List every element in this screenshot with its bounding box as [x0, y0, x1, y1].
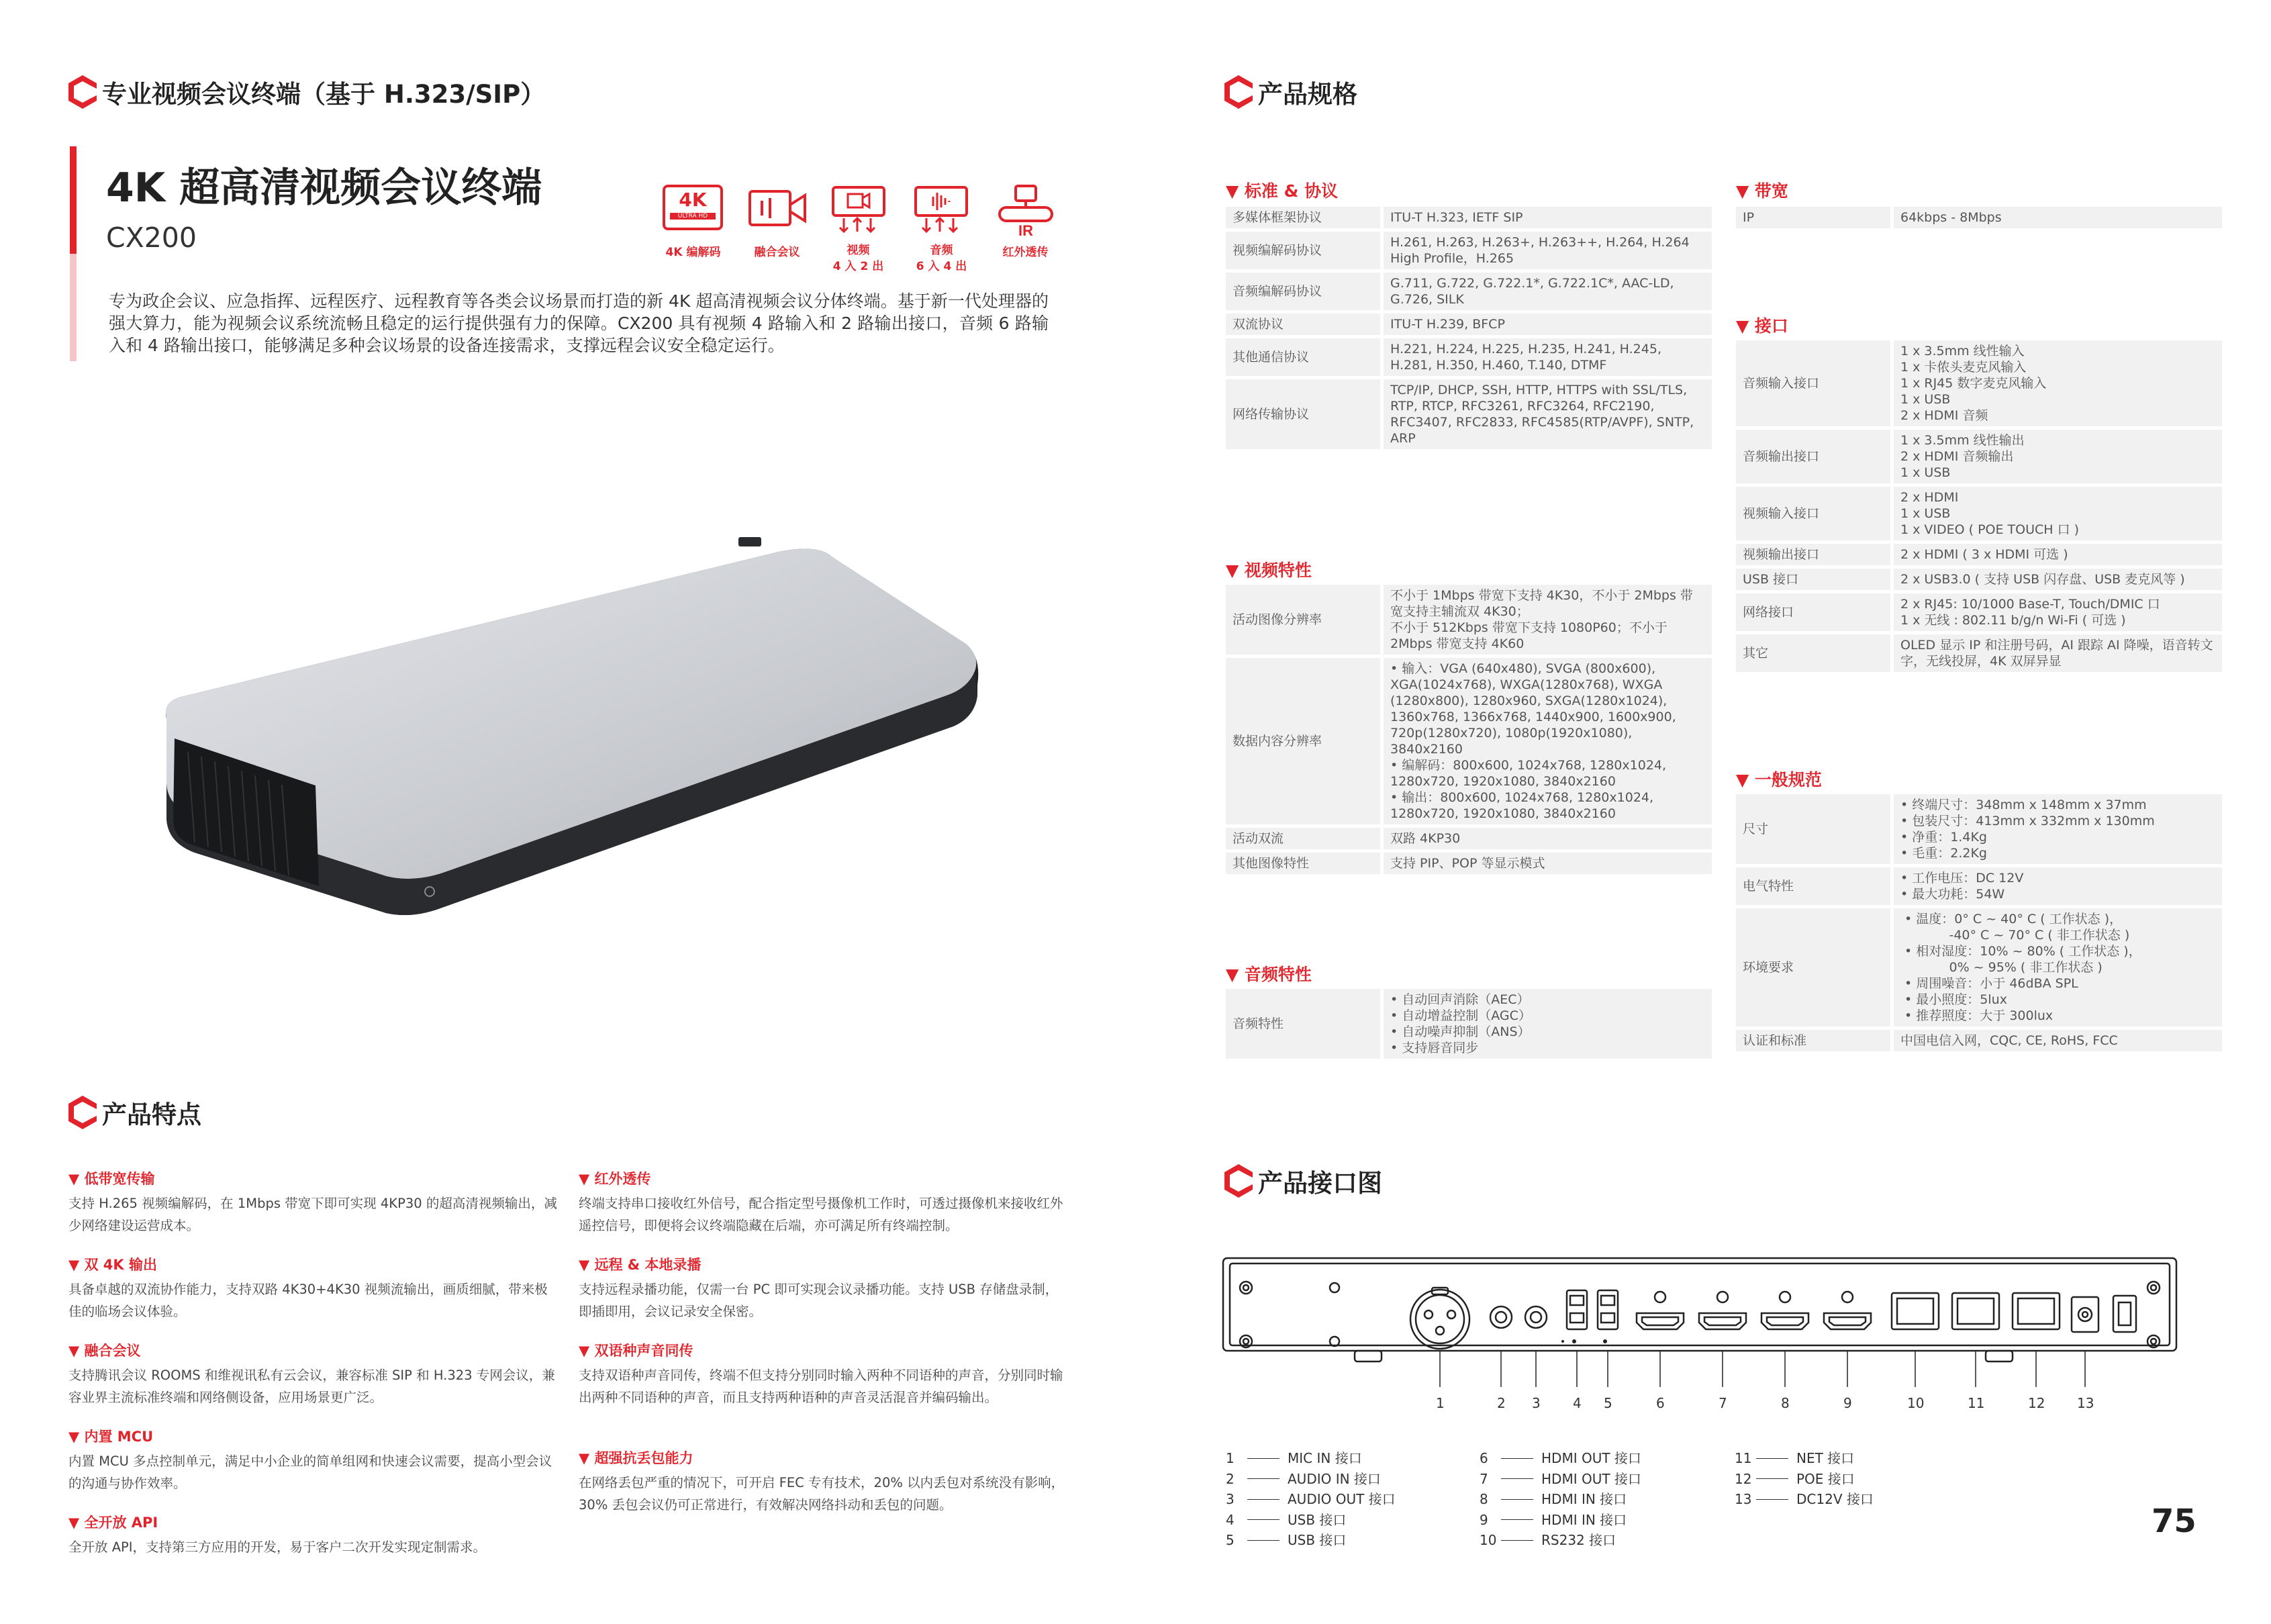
- left-header: [67, 74, 545, 110]
- feature-title: ▼ 远程 & 本地录播: [579, 1257, 702, 1273]
- features-col-left: [68, 1168, 559, 1579]
- icon-label-4: 音频 6 入 4 出: [916, 244, 967, 273]
- feature-item: [579, 1254, 1069, 1340]
- protocols-heading: ▼ 标准 & 协议: [1226, 181, 1339, 201]
- spec-value: • 输入：VGA (640x480), SVGA (800x600), XGA(1024x768), WXGA(1280x768), WXGA (1280x800), 1280x960, SXGA(1280x1024), 1360x768, 1366x768, 1440x900, 1600x900, 720p(1280x720), 1080p(1920x1080), 3840x2160 • 编解码：800x600, 1024x768, 1280x1024, 1280x720, 1920x1080, 3840x2160 • 输出：800x600, 1024x768, 1280x1024, 1280x720, 1920x1080, 3840x2160: [1380, 658, 1712, 824]
- feature-item: [68, 1512, 559, 1579]
- table-row: [1226, 989, 1712, 1059]
- ir-badge-text: IR: [1018, 222, 1033, 238]
- fusion-meeting-icon: [747, 185, 808, 233]
- legend-item: [1480, 1469, 1641, 1490]
- port-number: 4: [1573, 1395, 1582, 1411]
- legend-label: POE 接口: [1796, 1470, 1855, 1487]
- spec-value: • 自动回声消除（AEC） • 自动增益控制（AGC） • 自动噪声抑制（ANS） • 支持唇音同步: [1380, 989, 1712, 1059]
- legend-label: HDMI IN 接口: [1541, 1511, 1627, 1528]
- spec-key: 音频输入接口: [1736, 340, 1890, 426]
- spec-value: OLED 显示 IP 和注册号码，AI 跟踪 AI 降噪，语音转文字，无线投屏，4K 双屏异显: [1890, 634, 2222, 672]
- features-header: [67, 1094, 201, 1131]
- legend-label: RS232 接口: [1541, 1532, 1616, 1548]
- feature-item: [579, 1447, 1069, 1533]
- table-row: [1226, 853, 1712, 874]
- spec-key: 其他通信协议: [1226, 338, 1380, 376]
- features-title: 产品特点: [102, 1100, 201, 1129]
- feature-title: ▼ 双语种声音同传: [579, 1343, 693, 1359]
- spec-value: 中国电信入网，CQC, CE, RoHS, FCC: [1890, 1030, 2222, 1051]
- legend-label: USB 接口: [1288, 1511, 1347, 1528]
- table-row: [1736, 340, 2222, 426]
- legend-number: 7: [1480, 1470, 1488, 1487]
- port-number: 13: [2077, 1395, 2094, 1411]
- spec-value: 1 x 3.5mm 线性输入 1 x 卡侬头麦克风输入 1 x RJ45 数字麦克风输入 1 x USB 2 x HDMI 音频: [1890, 340, 2222, 426]
- spec-value: 1 x 3.5mm 线性输出 2 x HDMI 音频输出 1 x USB: [1890, 430, 2222, 483]
- icon-label-1: 4K 编解码: [665, 246, 721, 259]
- spec-key: 认证和标准: [1736, 1030, 1890, 1051]
- table-row: [1736, 487, 2222, 540]
- legend-col-3: [1735, 1448, 1874, 1510]
- legend-number: 4: [1226, 1511, 1235, 1528]
- interface-title: 产品接口图: [1258, 1169, 1382, 1198]
- feature-desc: 在网络丢包严重的情况下，可开启 FEC 专有技术，20% 以内丢包对系统没有影响，30% 丢包会议仍可正常进行，有效解决网络抖动和丢包的问题。: [579, 1475, 1065, 1513]
- interface-header: [1223, 1163, 1382, 1199]
- spec-value: 支持 PIP、POP 等显示模式: [1380, 853, 1712, 874]
- legend-item: [1226, 1448, 1396, 1469]
- legend-label: USB 接口: [1288, 1532, 1347, 1548]
- rear-panel-diagram: [1220, 1255, 2180, 1390]
- table-row: [1736, 908, 2222, 1026]
- table-row: [1226, 273, 1712, 310]
- legend-number: 3: [1226, 1491, 1235, 1507]
- legend-label: DC12V 接口: [1796, 1491, 1874, 1507]
- spec-key: 活动图像分辨率: [1226, 585, 1380, 655]
- table-row: [1226, 314, 1712, 335]
- feature-title: ▼ 红外透传: [579, 1171, 651, 1187]
- table-row: [1226, 207, 1712, 228]
- spec-key: 音频编解码协议: [1226, 273, 1380, 310]
- feature-desc: 支持腾讯会议 ROOMS 和维视讯私有云会议，兼容标准 SIP 和 H.323 专网会议，兼容业界主流标准终端和网络侧设备，应用场景更广泛。: [68, 1368, 555, 1405]
- port-number: 3: [1532, 1395, 1541, 1411]
- spec-key: 音频输出接口: [1736, 430, 1890, 483]
- bandwidth-heading: ▼ 带宽: [1736, 181, 1788, 201]
- spec-value: 2 x RJ45: 10/1000 Base-T, Touch/DMIC 口 1 x 无线 : 802.11 b/g/n Wi-Fi ( 可选 ): [1890, 593, 2222, 631]
- port-number: 1: [1436, 1395, 1445, 1411]
- brand-mark-icon: [67, 74, 98, 110]
- brand-mark-icon: [67, 1094, 98, 1131]
- feature-title: ▼ 低带宽传输: [68, 1171, 155, 1187]
- legend-label: HDMI IN 接口: [1541, 1491, 1627, 1507]
- legend-number: 12: [1735, 1470, 1752, 1487]
- features-col-right: [579, 1168, 1069, 1533]
- brand-mark-icon: [1223, 74, 1254, 110]
- feature-item: [68, 1340, 559, 1426]
- legend-col-1: [1226, 1448, 1396, 1551]
- table-row: [1226, 658, 1712, 824]
- table-row: [1736, 544, 2222, 565]
- spec-key: 尺寸: [1736, 794, 1890, 864]
- general-heading: ▼ 一般规范: [1736, 770, 1822, 790]
- table-row: [1226, 232, 1712, 269]
- audio-heading: ▼ 音频特性: [1226, 965, 1312, 984]
- port-number: 10: [1907, 1395, 1925, 1411]
- video-heading: ▼ 视频特性: [1226, 561, 1312, 580]
- legend-number: 9: [1480, 1511, 1488, 1528]
- audio-io-icon: [913, 185, 969, 236]
- icon-label-2: 融合会议: [754, 246, 800, 259]
- feature-item: [579, 1168, 1069, 1254]
- legend-item: [1480, 1489, 1641, 1510]
- product-description: 专为政企会议、应急指挥、远程医疗、远程教育等各类会议场景而打造的新 4K 超高清视频会议分体终端。基于新一代处理器的强大算力，能为视频会议系统流畅且稳定的运行提供强有力的保障。CX200 具有视频 4 路输入和 2 路输出接口，音频 6 路输入和 4 路输出接口，能够满足多种会议场景的设备连接需求，支撑远程会议安全稳定运行。: [109, 291, 1049, 355]
- spec-value: 2 x HDMI ( 3 x HDMI 可选 ): [1890, 544, 2222, 565]
- feature-desc: 具备卓越的双流协作能力，支持双路 4K30+4K30 视频流输出，画质细腻，带来极佳的临场会议体验。: [68, 1282, 548, 1319]
- spec-key: USB 接口: [1736, 569, 1890, 590]
- feature-title: ▼ 全开放 API: [68, 1515, 158, 1531]
- legend-label: AUDIO IN 接口: [1288, 1470, 1381, 1487]
- feature-item: [68, 1426, 559, 1512]
- spec-key: 网络传输协议: [1226, 379, 1380, 449]
- spec-value: ITU-T H.239, BFCP: [1380, 314, 1712, 335]
- 4k-decode-icon: [663, 185, 723, 230]
- feature-desc: 全开放 API，支持第三方应用的开发，易于客户二次开发实现定制需求。: [68, 1539, 487, 1555]
- title-accent-bar-light: [70, 254, 77, 361]
- spec-value: TCP/IP, DHCP, SSH, HTTP, HTTPS with SSL/TLS, RTP, RTCP, RFC3261, RFC3264, RFC2190, RFC3407, RFC2833, RFC4585(RTP/AVPF), SNTP, ARP: [1380, 379, 1712, 449]
- table-row: [1736, 1030, 2222, 1051]
- ir-passthrough-icon: [996, 185, 1056, 238]
- product-model: CX200: [106, 222, 197, 254]
- feature-desc: 内置 MCU 多点控制单元，满足中小企业的简单组网和快速会议需要，提高小型会议的沟通与协作效率。: [68, 1453, 552, 1491]
- title-accent-bar: [70, 146, 77, 254]
- spec-value: • 终端尺寸：348mm x 148mm x 37mm • 包装尺寸：413mm x 332mm x 130mm • 净重：1.4Kg • 毛重：2.2Kg: [1890, 794, 2222, 864]
- table-row: [1736, 430, 2222, 483]
- legend-label: MIC IN 接口: [1288, 1450, 1362, 1466]
- table-row: [1736, 569, 2222, 590]
- port-number: 9: [1843, 1395, 1852, 1411]
- spec-key: 其它: [1736, 634, 1890, 672]
- icon-label-3: 视频 4 入 2 出: [832, 244, 884, 273]
- table-row: [1736, 867, 2222, 905]
- legend-number: 13: [1735, 1491, 1752, 1507]
- legend-label: HDMI OUT 接口: [1541, 1450, 1641, 1466]
- port-number: 6: [1656, 1395, 1665, 1411]
- legend-number: 6: [1480, 1450, 1488, 1466]
- video-table: [1226, 581, 1712, 877]
- legend-item: [1735, 1448, 1874, 1469]
- video-io-icon: [830, 185, 887, 236]
- table-row: [1736, 794, 2222, 864]
- spec-value: 64kbps - 8Mbps: [1890, 207, 2222, 228]
- series-title: 专业视频会议终端（基于 H.323/SIP）: [102, 80, 546, 109]
- port-number: 2: [1497, 1395, 1506, 1411]
- spec-value: G.711, G.722, G.722.1*, G.722.1C*, AAC-LD, G.726, SILK: [1380, 273, 1712, 310]
- badge-4k: 4K: [679, 189, 707, 211]
- spec-key: IP: [1736, 207, 1890, 228]
- legend-item: [1480, 1530, 1641, 1551]
- spec-key: 电气特性: [1736, 867, 1890, 905]
- feature-desc: 终端支持串口接收红外信号，配合指定型号摄像机工作时，可透过摄像机来接收红外遥控信号，即便将会议终端隐藏在后端，亦可满足所有终端控制。: [579, 1196, 1063, 1233]
- legend-number: 10: [1480, 1532, 1497, 1548]
- spec-key: 双流协议: [1226, 314, 1380, 335]
- spec-title: 产品规格: [1258, 80, 1357, 109]
- spec-key: 视频编解码协议: [1226, 232, 1380, 269]
- general-table: [1736, 791, 2222, 1055]
- table-row: [1226, 338, 1712, 376]
- legend-col-2: [1480, 1448, 1641, 1551]
- port-number: 5: [1604, 1395, 1612, 1411]
- spec-key: 音频特性: [1226, 989, 1380, 1059]
- table-row: [1226, 585, 1712, 655]
- feature-title: ▼ 超强抗丢包能力: [579, 1450, 693, 1466]
- spec-value: 不小于 1Mbps 带宽下支持 4K30，不小于 2Mbps 带宽支持主辅流双 4K30； 不小于 512Kbps 带宽下支持 1080P60；不小于 2Mbps 带宽支持 4K60: [1380, 585, 1712, 655]
- spec-key: 多媒体框架协议: [1226, 207, 1380, 228]
- page-number: 75: [2152, 1502, 2196, 1540]
- feature-desc: 支持远程录播功能，仅需一台 PC 即可实现会议录播功能。支持 USB 存储盘录制，即插即用，会议记录安全保密。: [579, 1282, 1059, 1319]
- product-image: [154, 537, 1014, 940]
- icon-label-5: 红外透传: [1002, 246, 1049, 259]
- feature-desc: 支持双语种声音同传，终端不但支持分别同时输入两种不同语种的声音，分别同时输出两种不同语种的声音，而且支持两种语种的声音灵活混音并编码输出。: [579, 1368, 1063, 1405]
- table-row: [1736, 634, 2222, 672]
- product-title: 4K 超高清视频会议终端: [106, 164, 542, 211]
- spec-key: 数据内容分辨率: [1226, 658, 1380, 824]
- legend-item: [1226, 1530, 1396, 1551]
- port-number: 12: [2028, 1395, 2045, 1411]
- legend-item: [1480, 1510, 1641, 1531]
- feature-icons: [655, 185, 1057, 285]
- legend-number: 1: [1226, 1450, 1235, 1466]
- spec-header: [1223, 74, 1357, 110]
- legend-number: 2: [1226, 1470, 1235, 1487]
- port-number: 11: [1968, 1395, 1985, 1411]
- ports-table: [1736, 337, 2222, 675]
- legend-label: AUDIO OUT 接口: [1288, 1491, 1396, 1507]
- feature-item: [68, 1168, 559, 1254]
- spec-value: 双路 4KP30: [1380, 828, 1712, 849]
- legend-number: 11: [1735, 1450, 1752, 1466]
- feature-item: [68, 1254, 559, 1340]
- feature-title: ▼ 融合会议: [68, 1343, 141, 1359]
- feature-title: ▼ 内置 MCU: [68, 1429, 154, 1445]
- spec-key: 环境要求: [1736, 908, 1890, 1026]
- ports-heading: ▼ 接口: [1736, 316, 1788, 336]
- protocols-table: [1226, 203, 1712, 452]
- legend-item: [1735, 1489, 1874, 1510]
- spec-value: ITU-T H.323, IETF SIP: [1380, 207, 1712, 228]
- spec-key: 视频输出接口: [1736, 544, 1890, 565]
- spec-key: 网络接口: [1736, 593, 1890, 631]
- spec-value: • 温度：0° C ~ 40° C ( 工作状态 )， -40° C ~ 70° C ( 非工作状态 ) • 相对湿度：10% ~ 80% ( 工作状态 )， 0% ~ 95% ( 非工作状态 ) • 周围噪音：小于 46dBA SPL • 最小照度：5lux • 推荐照度：大于 300lux: [1890, 908, 2222, 1026]
- brand-mark-icon: [1223, 1163, 1254, 1199]
- legend-item: [1480, 1448, 1641, 1469]
- spec-value: 2 x USB3.0 ( 支持 USB 闪存盘、USB 麦克风等 ): [1890, 569, 2222, 590]
- spec-key: 其他图像特性: [1226, 853, 1380, 874]
- spec-value: • 工作电压：DC 12V • 最大功耗：54W: [1890, 867, 2222, 905]
- spec-key: 视频输入接口: [1736, 487, 1890, 540]
- legend-item: [1735, 1469, 1874, 1490]
- spec-value: H.261, H.263, H.263+, H.263++, H.264, H.264 High Profile，H.265: [1380, 232, 1712, 269]
- feature-item: [579, 1340, 1069, 1447]
- port-number: 7: [1719, 1395, 1727, 1411]
- table-row: [1736, 593, 2222, 631]
- bandwidth-table: [1736, 203, 2222, 232]
- legend-label: HDMI OUT 接口: [1541, 1470, 1641, 1487]
- legend-item: [1226, 1489, 1396, 1510]
- legend-item: [1226, 1469, 1396, 1490]
- table-row: [1226, 379, 1712, 449]
- feature-desc: 支持 H.265 视频编解码，在 1Mbps 带宽下即可实现 4KP30 的超高清视频输出，减少网络建设运营成本。: [68, 1196, 557, 1233]
- legend-item: [1226, 1510, 1396, 1531]
- audio-table: [1226, 986, 1712, 1062]
- spec-key: 活动双流: [1226, 828, 1380, 849]
- spec-value: 2 x HDMI 1 x USB 1 x VIDEO ( POE TOUCH 口 ): [1890, 487, 2222, 540]
- badge-ultrahd: ULTRA HD: [670, 213, 716, 220]
- port-number: 8: [1781, 1395, 1790, 1411]
- legend-number: 5: [1226, 1532, 1235, 1548]
- table-row: [1226, 828, 1712, 849]
- legend-label: NET 接口: [1796, 1450, 1855, 1466]
- feature-title: ▼ 双 4K 输出: [68, 1257, 157, 1273]
- table-row: [1736, 207, 2222, 228]
- legend-number: 8: [1480, 1491, 1488, 1507]
- spec-value: H.221, H.224, H.225, H.235, H.241, H.245, H.281, H.350, H.460, T.140, DTMF: [1380, 338, 1712, 376]
